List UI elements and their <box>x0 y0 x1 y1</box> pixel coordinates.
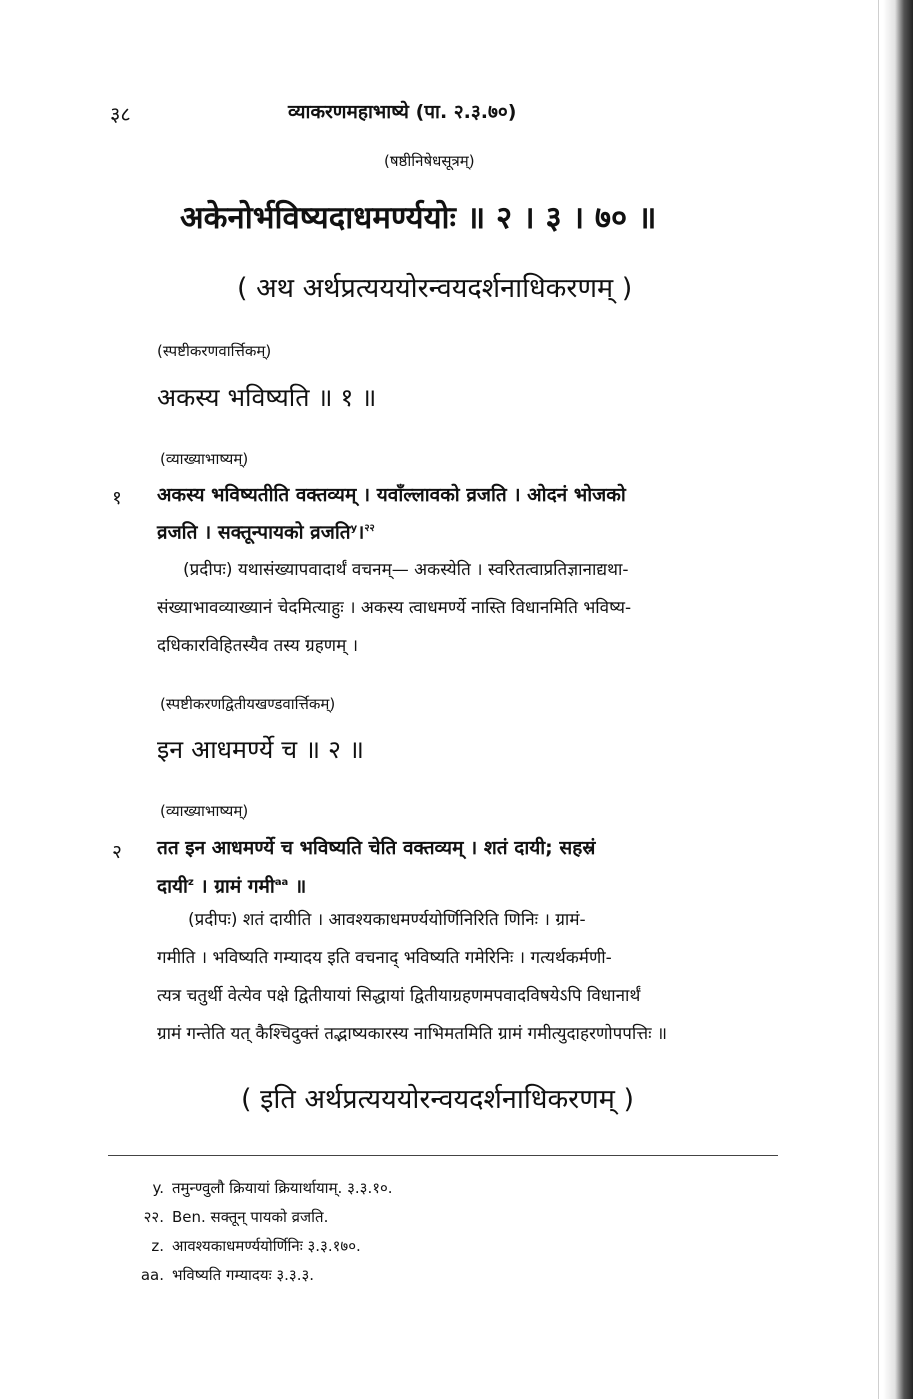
pradipa1-line1: (प्रदीपः) यथासंख्यापवादार्थं वचनम्— अकस्येति । स्वरितत्वाप्रतिज्ञानाद्यथा- <box>183 560 629 580</box>
sutra-text: अकेनोर्भविष्यदाधमर्ण्ययोः ॥ २ । ३ । ७० ॥ <box>180 200 657 236</box>
bhashya2-line2a: दायी <box>157 875 188 898</box>
pradipa2-line1: (प्रदीपः) शतं दायीति । आवश्यकाधमर्ण्ययोर्णिनिरिति णिनिः । ग्रामं- <box>188 910 586 930</box>
section-open-heading: ( अथ अर्थप्रत्यययोरन्वयदर्शनाधिकरणम् ) <box>237 273 633 304</box>
bhashya1-label: (व्याख्याभाष्यम्) <box>160 450 249 468</box>
footnote-ref-aa: aa <box>274 877 289 888</box>
pradipa1-line3: दधिकारविहितस्यैव तस्य ग्रहणम् । <box>157 636 359 656</box>
bhashya1-line1: अकस्य भविष्यतीति वक्तव्यम् । यवाँल्लावको व्रजति । ओदनं भोजको <box>157 484 626 506</box>
bhashya2-line2c: ॥ <box>288 875 307 898</box>
bhashya2-number: २ <box>112 841 122 863</box>
footnote-label: aa. <box>140 1266 164 1284</box>
sutra-label: (षष्ठीनिषेधसूत्रम्) <box>384 152 475 170</box>
pradipa2-line2: गमीति । भविष्यति गम्यादय इति वचनाद् भविष्यति गमेरिनिः । गत्यर्थकर्मणी- <box>157 948 612 968</box>
footnote-ref-22: २२ <box>364 523 375 534</box>
footnote <box>120 1178 393 1198</box>
footnote-text: तमुन्ण्वुलौ क्रियायां क्रियार्थायाम्. ३.३.१०. <box>172 1179 393 1197</box>
bhashya1-line2-text: व्रजति । सक्तून्पायको व्रजति <box>157 521 351 544</box>
bhashya2-line2b: । ग्रामं गमी <box>193 875 275 898</box>
footnote-text: भविष्यति गम्यादयः ३.३.३. <box>172 1266 315 1284</box>
footnote-text: Ben. सक्तून् पायको व्रजति. <box>172 1208 329 1226</box>
page-fold-line <box>878 0 879 1399</box>
pradipa1-line2: संख्याभावव्याख्यानं चेदमित्याहुः । अकस्य त्वाधमर्ण्ये नास्ति विधानमिति भविष्य- <box>157 598 632 618</box>
footnote-divider <box>108 1155 778 1156</box>
vartika2-text: इन आधमर्ण्ये च ॥ २ ॥ <box>157 735 364 764</box>
vartika2-label: (स्पष्टीकरणद्वितीयखण्डवार्त्तिकम्) <box>160 695 336 713</box>
footnote-ref-y: y <box>350 523 358 534</box>
bhashya2-line2 <box>157 866 306 903</box>
running-head: व्याकरणमहाभाष्ये (पा. २.३.७०) <box>288 101 517 123</box>
page-number: ३८ <box>110 102 131 126</box>
footnote-label: २२. <box>143 1208 164 1226</box>
bhashya2-label: (व्याख्याभाष्यम्) <box>160 802 249 820</box>
footnote-label: y. <box>152 1179 164 1197</box>
footnote <box>120 1236 361 1256</box>
bhashya2-line1: तत इन आधमर्ण्ये च भविष्यति चेति वक्तव्यम् । शतं दायी; सहस्रं <box>157 837 596 859</box>
bhashya1-number: १ <box>112 487 122 509</box>
section-close-heading: ( इति अर्थप्रत्यययोरन्वयदर्शनाधिकरणम् ) <box>241 1084 635 1115</box>
footnote <box>120 1207 328 1227</box>
pradipa2-line3: त्यत्र चतुर्थी वेत्येव पक्षे द्वितीयायां सिद्धायां द्वितीयाग्रहणमपवादविषयेऽपि विधानार्थं <box>157 986 641 1006</box>
vartika1-text: अकस्य भविष्यति ॥ १ ॥ <box>157 383 377 412</box>
book-spine-edge <box>883 0 913 1399</box>
footnote <box>120 1265 314 1285</box>
bhashya1-line2-danda: । <box>357 521 365 544</box>
pradipa2-line4: ग्रामं गन्तेति यत् कैश्चिदुक्तं तद्भाष्यकारस्य नाभिमतमिति ग्रामं गमीत्युदाहरणोपपत्तिः ॥ <box>157 1024 668 1044</box>
footnote-label: z. <box>151 1237 164 1255</box>
vartika1-label: (स्पष्टीकरणवार्त्तिकम्) <box>157 342 272 360</box>
footnote-text: आवश्यकाधमर्ण्ययोर्णिनिः ३.३.१७०. <box>172 1237 361 1255</box>
footnote-ref-z: z <box>187 877 194 888</box>
bhashya1-line2 <box>157 512 375 549</box>
